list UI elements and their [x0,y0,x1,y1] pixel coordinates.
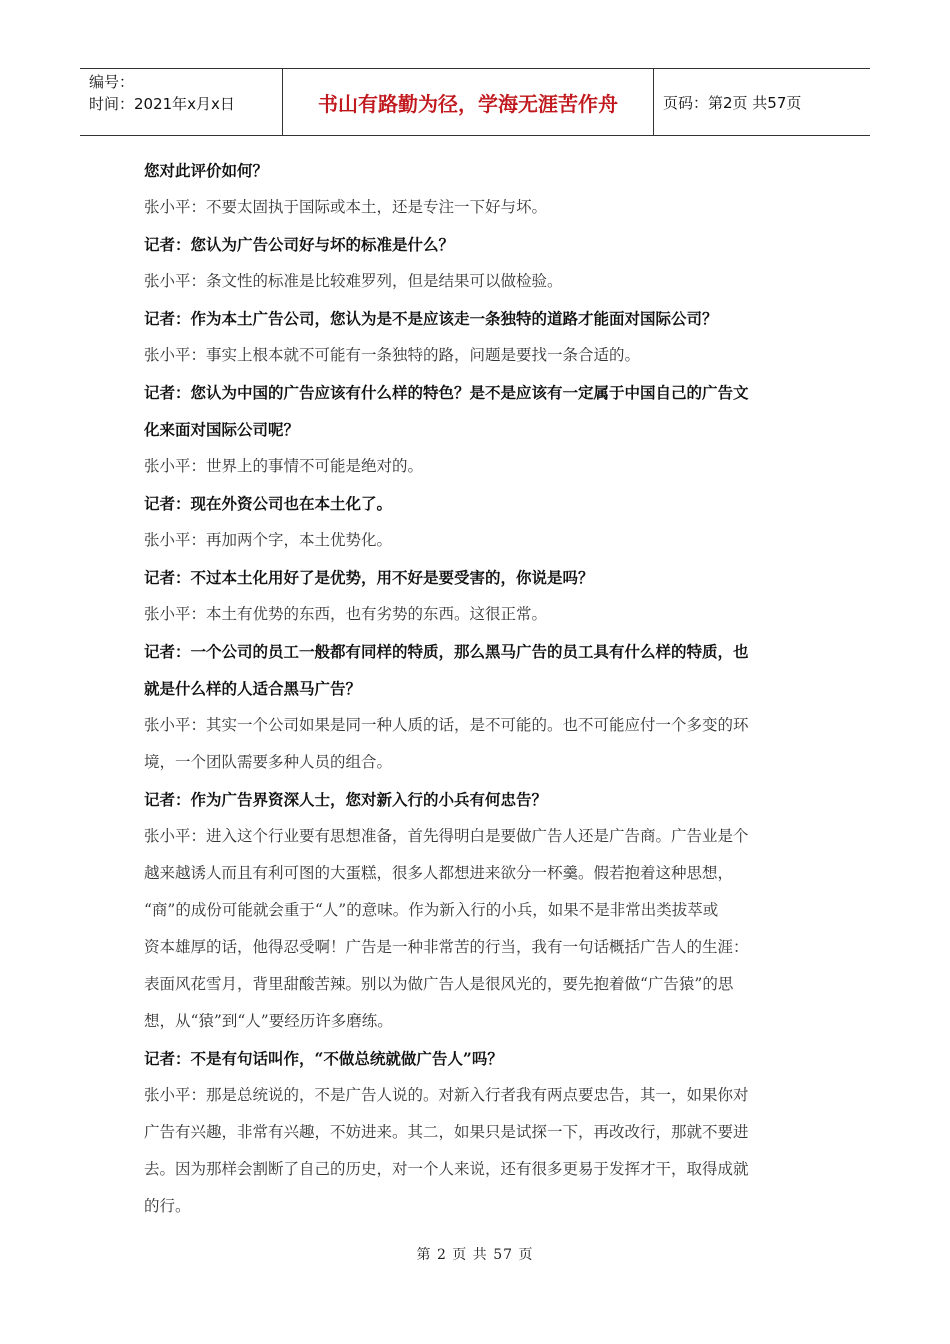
answer-line: 张小平：进入这个行业要有思想准备，首先得明白是要做广告人还是广告商。广告业是个 [144,827,749,845]
question-line: 您对此评价如何？ [144,161,269,180]
header-meta [80,69,282,135]
answer-line: 去。因为那样会割断了自己的历史，对一个人来说，还有很多更易于发挥才干，取得成就 [144,1160,749,1178]
interview-body [144,152,808,1225]
question-line: 记者：您认为中国的广告应该有什么样的特色？是不是应该有一定属于中国自己的广告文 [144,383,749,402]
question-line: 记者：现在外资公司也在本土化了。 [144,494,393,513]
answer-line: 境，一个团队需要多种人员的组合。 [144,753,393,771]
question-line: 记者：作为广告界资深人士，您对新入行的小兵有何忠告？ [144,790,548,809]
answer-line: 想，从“猿”到“人”要经历许多磨练。 [144,1012,393,1030]
question-line: 记者：作为本土广告公司，您认为是不是应该走一条独特的道路才能面对国际公司？ [144,309,718,328]
answer-line: “商”的成份可能就会重于“人”的意味。作为新入行的小兵，如果不是非常出类拔萃或 [144,901,719,919]
answer-line: 张小平：再加两个字，本土优势化。 [144,531,393,549]
header-page-info: 页码：第2页 共57页 [663,93,802,112]
answer-line: 张小平：本土有优势的东西，也有劣势的东西。这很正常。 [144,605,548,623]
question-line: 就是什么样的人适合黑马广告？ [144,679,362,698]
header-motto: 书山有路勤为径，学海无涯苦作舟 [282,69,654,135]
question-line: 记者：不是有句话叫作，“不做总统就做广告人”吗？ [144,1049,503,1068]
answer-line: 表面风花雪月，背里甜酸苦辣。别以为做广告人是很风光的，要先抱着做“广告猿”的思 [144,975,734,993]
answer-line: 张小平：其实一个公司如果是同一种人质的话，是不可能的。也不可能应付一个多变的环 [144,716,749,734]
answer-line: 张小平：世界上的事情不可能是绝对的。 [144,457,424,475]
answer-line: 张小平：不要太固执于国际或本土，还是专注一下好与坏。 [144,198,548,216]
answer-line: 的行。 [144,1197,191,1215]
page-footer: 第 2 页 共 57 页 [416,1247,534,1263]
question-line: 化来面对国际公司呢？ [144,420,300,439]
document-number: 编号： [89,73,135,91]
answer-line: 张小平：事实上根本就不可能有一条独特的路，问题是要找一条合适的。 [144,346,641,364]
question-line: 记者：一个公司的员工一般都有同样的特质，那么黑马广告的员工具有什么样的特质，也 [144,642,749,661]
answer-line: 资本雄厚的话，他得忍受啊！广告是一种非常苦的行当，我有一句话概括广告人的生涯： [144,938,749,956]
page-header [80,68,870,136]
question-line: 记者：不过本土化用好了是优势，用不好是要受害的，你说是吗？ [144,568,594,587]
answer-line: 越来越诱人而且有利可图的大蛋糕，很多人都想进来欲分一杯羹。假若抱着这种思想， [144,864,734,882]
answer-line: 张小平：那是总统说的，不是广告人说的。对新入行者我有两点要忠告，其一，如果你对 [144,1086,749,1104]
question-line: 记者：您认为广告公司好与坏的标准是什么？ [144,235,455,254]
document-date: 时间：2021年x月x日 [89,95,235,113]
answer-line: 张小平：条文性的标准是比较难罗列，但是结果可以做检验。 [144,272,563,290]
answer-line: 广告有兴趣，非常有兴趣，不妨进来。其二，如果只是试探一下，再改改行，那就不要进 [144,1123,749,1141]
